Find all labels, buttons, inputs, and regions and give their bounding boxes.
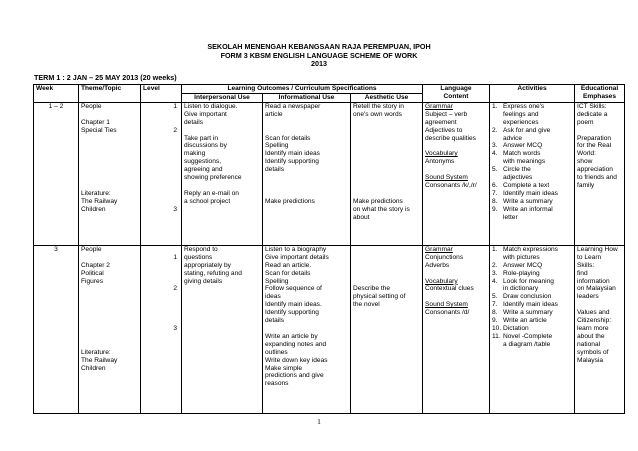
activity-number: 11. bbox=[492, 332, 501, 340]
activity-item bbox=[492, 142, 572, 150]
sound-system-heading: Sound System bbox=[425, 301, 468, 309]
level-cell: 1 2 3 bbox=[141, 102, 182, 245]
activity-item bbox=[492, 278, 572, 294]
sound-system-items: Consonants /k/,/r/ bbox=[425, 181, 477, 189]
grammar-heading: Grammar bbox=[425, 102, 453, 110]
activity-item bbox=[492, 190, 572, 198]
activity-text: Complete a text bbox=[503, 181, 550, 189]
activity-item bbox=[492, 127, 572, 143]
activity-number: 9. bbox=[492, 205, 498, 213]
activity-item bbox=[492, 325, 572, 333]
activity-number: 1. bbox=[492, 102, 498, 110]
col-interpersonal-header: Interpersonal Use bbox=[182, 94, 263, 103]
language-content-cell bbox=[423, 102, 490, 245]
scheme-year: 2013 bbox=[311, 59, 327, 68]
activity-text: Match expressions with pictures bbox=[503, 245, 558, 261]
activity-item bbox=[492, 150, 572, 166]
language-content-cell bbox=[423, 245, 490, 413]
activity-item bbox=[492, 333, 572, 349]
activity-text: Write a summary bbox=[503, 309, 553, 317]
col-language-header: Language Content bbox=[423, 85, 490, 103]
activity-text: Answer MCQ bbox=[503, 142, 543, 150]
activity-text: Identify main ideas bbox=[503, 301, 558, 309]
sound-system-heading: Sound System bbox=[425, 174, 468, 182]
activity-number: 7. bbox=[492, 301, 498, 309]
activity-number: 9. bbox=[492, 317, 498, 325]
informational-cell: Read a newspaper article Scan for details Spelling Identify main ideas Identify supporting details Make predictions bbox=[263, 102, 351, 245]
activity-text: Ask for and give advice bbox=[503, 126, 551, 142]
activity-text: Role-playing bbox=[503, 269, 540, 277]
activity-text: Write a summary bbox=[503, 197, 553, 205]
col-activities-header: Activities bbox=[490, 85, 575, 103]
col-week-header: Week bbox=[34, 85, 79, 103]
activity-item bbox=[492, 317, 572, 325]
grammar-items: Conjunctions Adverbs bbox=[425, 253, 464, 269]
activity-item bbox=[492, 103, 572, 127]
vocabulary-heading: Vocabulary bbox=[425, 150, 458, 158]
activity-number: 1. bbox=[492, 245, 498, 253]
activities-list bbox=[492, 246, 572, 349]
activity-item bbox=[492, 246, 572, 262]
activity-item bbox=[492, 166, 572, 182]
activity-item bbox=[492, 206, 572, 222]
scheme-table bbox=[33, 84, 625, 414]
page-number: 1 bbox=[317, 417, 321, 426]
emphases-cell: Learning How to Learn Skills: find information on Malaysian leaders Values and Citizenship: learn more about the national symbols of Malaysia bbox=[575, 245, 625, 413]
activity-number: 10. bbox=[492, 324, 502, 332]
col-informational-header: Informational Use bbox=[263, 94, 351, 103]
col-learning-header: Learning Outcomes / Curriculum Specifications bbox=[182, 85, 423, 94]
activity-item bbox=[492, 262, 572, 270]
interpersonal-cell: Listen to dialogue. Give important details Take part in discussions by making suggestions, agreeing and showing preference Reply an e-mail on a school project bbox=[182, 102, 263, 245]
aesthetic-cell: Retell the story in one's own words Make predictions on what the story is about bbox=[351, 102, 423, 245]
vocabulary-items: Contextual clues bbox=[425, 285, 474, 293]
activity-number: 8. bbox=[492, 309, 498, 317]
term-label: TERM 1 : 2 JAN – 25 MAY 2013 (20 weeks) bbox=[34, 73, 177, 82]
activity-number: 3. bbox=[492, 269, 498, 277]
aesthetic-cell: Describe the physical setting of the novel bbox=[351, 245, 423, 413]
activity-text: Answer MCQ bbox=[503, 261, 543, 269]
activity-item bbox=[492, 309, 572, 317]
activity-text: Express one's feelings and experiences bbox=[503, 102, 545, 126]
col-theme-header: Theme/Topic bbox=[79, 85, 141, 103]
activity-item bbox=[492, 182, 572, 190]
activity-text: Dictation bbox=[503, 324, 529, 332]
activity-number: 3. bbox=[492, 142, 498, 150]
activity-text: Look for meaning in dictionary bbox=[503, 277, 554, 293]
activity-item bbox=[492, 198, 572, 206]
activities-cell bbox=[490, 245, 575, 413]
table-row bbox=[34, 245, 625, 413]
col-emphases-header: Educational Emphases bbox=[575, 85, 625, 103]
activity-number: 4. bbox=[492, 150, 498, 158]
activity-text: Match words with meanings bbox=[503, 150, 546, 166]
scheme-title: FORM 3 KBSM ENGLISH LANGUAGE SCHEME OF WORK bbox=[220, 50, 418, 60]
activity-text: Draw conclusion bbox=[503, 293, 552, 301]
level-cell: 1 2 3 bbox=[141, 245, 182, 413]
activity-number: 6. bbox=[492, 181, 498, 189]
theme-cell: People Chapter 1 Special Ties Literature: The Railway Children bbox=[79, 102, 141, 245]
emphases-cell: ICT Skills: dedicate a poem Preparation for the Real World: show appreciation to friends and family bbox=[575, 102, 625, 245]
activities-cell bbox=[490, 102, 575, 245]
activity-text: Write an informal letter bbox=[503, 205, 553, 221]
col-level-header: Level bbox=[141, 85, 182, 103]
theme-cell: People Chapter 2 Political Figures Literature: The Railway Children bbox=[79, 245, 141, 413]
activity-number: 7. bbox=[492, 189, 498, 197]
activity-text: Circle the adjectives bbox=[503, 166, 533, 182]
vocabulary-items: Antonyms bbox=[425, 158, 455, 166]
activity-text: Identify main ideas bbox=[503, 189, 558, 197]
sound-system-items: Consonants /d/ bbox=[425, 309, 470, 317]
activity-number: 8. bbox=[492, 197, 498, 205]
activity-item bbox=[492, 301, 572, 309]
activity-number: 2. bbox=[492, 126, 498, 134]
grammar-items: Subject – verb agreement Adjectives to describe qualities bbox=[425, 110, 476, 142]
col-aesthetic-header: Aesthetic Use bbox=[351, 94, 423, 103]
activity-text: Write an article bbox=[503, 317, 547, 325]
week-cell: 1 – 2 bbox=[34, 102, 79, 245]
vocabulary-heading: Vocabulary bbox=[425, 277, 458, 285]
grammar-heading: Grammar bbox=[425, 245, 453, 253]
activities-list bbox=[492, 103, 572, 222]
activity-item bbox=[492, 293, 572, 301]
activity-number: 2. bbox=[492, 261, 498, 269]
informational-cell: Listen to a biography Give important details Read an article. Scan for details Spelling Follow sequence of ideas Identify main ideas. Identify supporting details Write an article by expanding notes and outlines Write down key ideas Make simple predictions and give reasons bbox=[263, 245, 351, 413]
table-row bbox=[34, 102, 625, 245]
activity-number: 5. bbox=[492, 293, 498, 301]
activity-number: 5. bbox=[492, 166, 498, 174]
activity-number: 4. bbox=[492, 277, 498, 285]
interpersonal-cell: Respond to questions appropriately by stating, refuting and giving details bbox=[182, 245, 263, 413]
activity-text: Novel -Complete a diagram /table bbox=[503, 332, 553, 348]
school-name: SEKOLAH MENENGAH KEBANGSAAN RAJA PEREMPUAN, IPOH bbox=[207, 42, 431, 51]
week-cell: 3 bbox=[34, 245, 79, 413]
activity-item bbox=[492, 270, 572, 278]
